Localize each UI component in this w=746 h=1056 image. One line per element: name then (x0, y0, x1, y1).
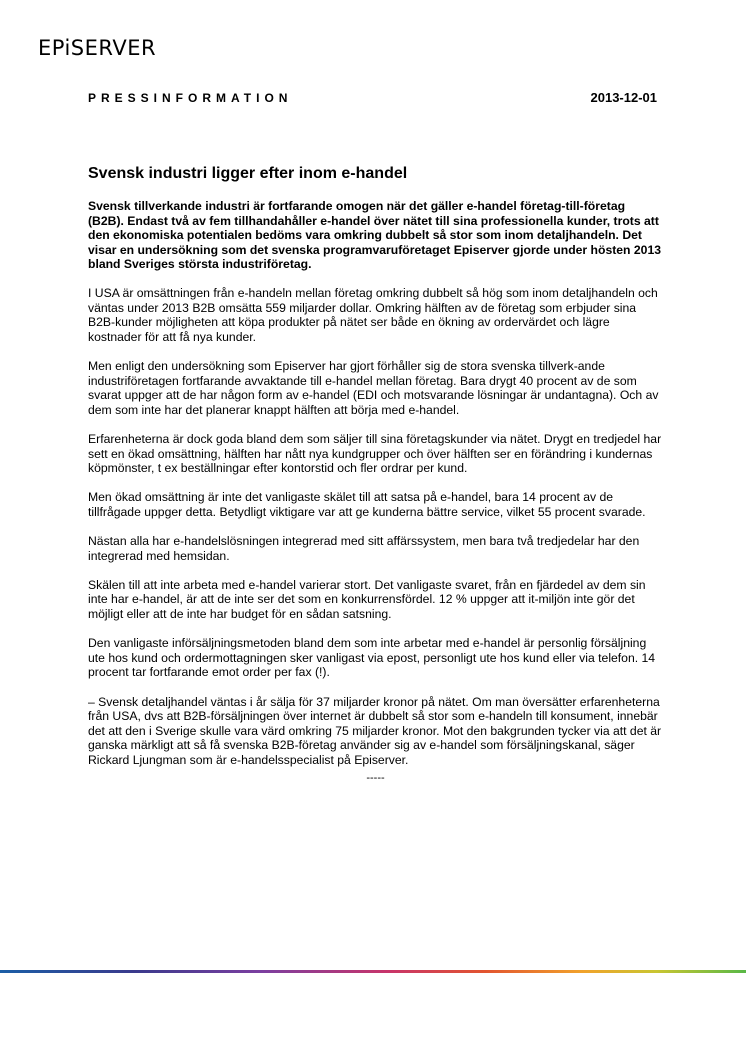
press-date: 2013-12-01 (590, 90, 657, 105)
separator: ----- (366, 772, 385, 785)
article-title: Svensk industri ligger efter inom e-handel (88, 165, 408, 182)
press-label: PRESSINFORMATION (88, 91, 293, 105)
article-lead: Svensk tillverkande industri är fortfarande omogen när det gäller e-handel företag-till-företag (B2B). Endast två av fem tillhandahåller e-handel över nätet till sina professionella kunder, trots att den ekonomiska potentialen bedöms vara omkring dubbelt så stor som inom detaljhandeln. Det visar en undersökning som det svenska programvaruföretaget Episerver gjorde under hösten 2013 bland Sveriges största industriföretag. (88, 199, 661, 272)
paragraph-7: Den vanligaste införsäljningsmetoden bland dem som inte arbetar med e-handel är personlig försäljning ute hos kund och ordermottagningen sker vanligast via epost, personligt ute hos kund eller via telefon. 14 procent tar fortfarande emot order per fax (!). (88, 636, 656, 680)
footer-color-bar (0, 970, 746, 973)
paragraph-8: – Svensk detaljhandel väntas i år sälja för 37 miljarder kronor på nätet. Om man översätter erfarenheterna från USA, dvs att B2B-försäljningen över internet är dubbelt så stor som e-handeln till konsument, innebär det att den i Sverige skulle vara värd omkring 75 miljarder kronor. Mot den bakgrunden tycker via att det är ganska märkligt att så få svenska B2B-företag använder sig av e-handel som försäljningskanal, säger Rickard Ljungman som är e-handelsspecialist på Episerver. (88, 694, 662, 767)
paragraph-5: Nästan alla har e-handelslösningen integrerad med sitt affärssystem, men bara två tredjedelar har den integrerad med hemsidan. (88, 534, 640, 563)
article (88, 164, 663, 786)
episerver-logo: EPiSERVER (38, 36, 157, 60)
paragraph-2: Men enligt den undersökning som Episerver har gjort förhåller sig de stora svenska tillverk-ande industriföretagen fortfarande avvaktande till e-handel mellan företag. Bara drygt 40 procent av de som svarat uppger att de har någon form av e-handel (EDI och motsvarande lösningar är undantagna). Och av dem som inte har det planerar knappt hälften att börja med e-handel. (88, 358, 659, 417)
paragraph-1: I USA är omsättningen från e-handeln mellan företag omkring dubbelt så hög som inom detaljhandeln och väntas under 2013 B2B omsätta 559 miljarder dollar. Omkring hälften av de företag som erbjuder sina B2B-kunder möjligheten att köpa produkter på nätet ser både en ökning av ordervärdet och lägre kostnader för att få nya kunder. (88, 285, 658, 344)
paragraph-4: Men ökad omsättning är inte det vanligaste skälet till att satsa på e-handel, bara 14 procent av de tillfrågade uppger detta. Betydligt viktigare var att ge kunderna bättre service, vilket 55 procent svarade. (88, 490, 646, 519)
paragraph-6: Skälen till att inte arbeta med e-handel varierar stort. Det vanligaste svaret, från en fjärdedel av dem sin inte har e-handel, är att de inte ser det som en konkurrensfördel. 12 % uppger att it-miljön inte gör det möjligt eller att de inte har budget för en sådan satsning. (88, 577, 646, 622)
paragraph-3: Erfarenheterna är dock goda bland dem som säljer till sina företagskunder via nätet. Drygt en tredjedel har sett en ökad omsättning, hälften har nått nya kundgrupper och över hälften ser en förändring i kundernas köpmönster, t ex beställningar efter kontorstid och fler ordrar per kund. (88, 431, 662, 476)
